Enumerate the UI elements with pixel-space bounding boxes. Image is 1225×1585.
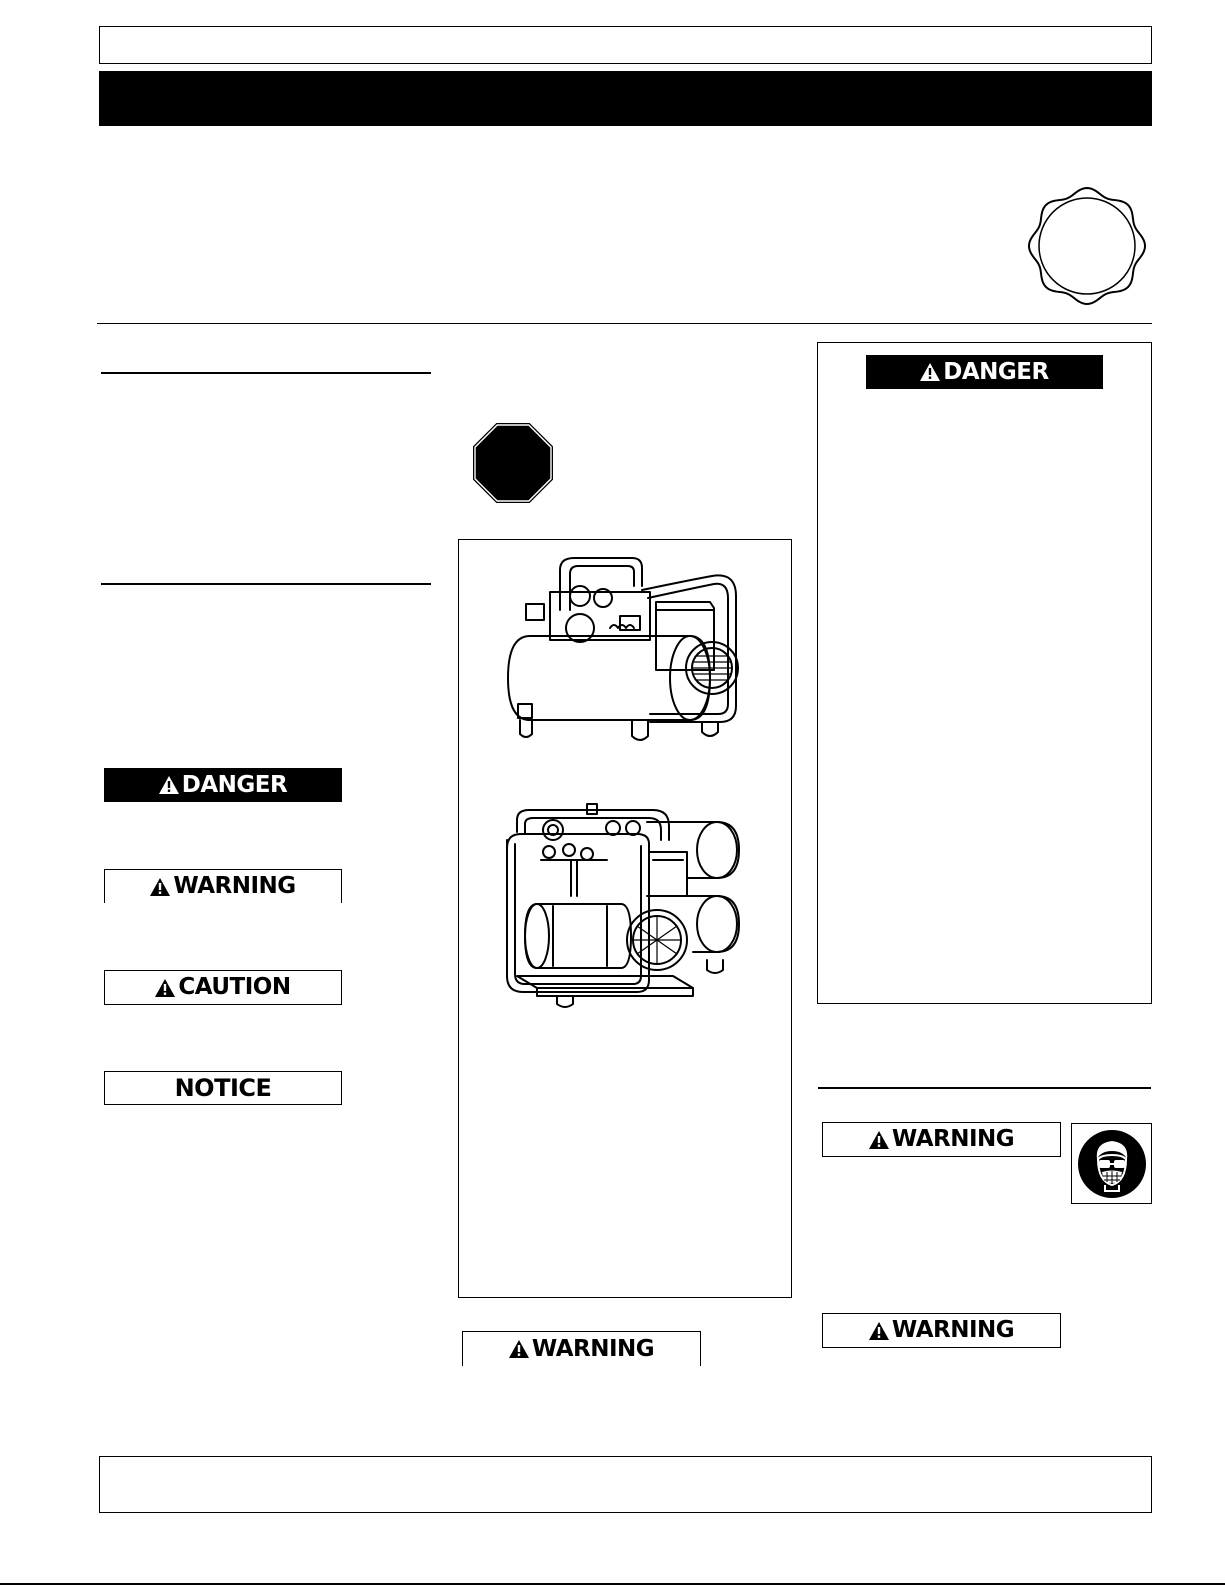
- stop-sign-icon: [473, 423, 553, 503]
- warning-label: [462, 1331, 701, 1366]
- caution-label-text: CAUTION: [178, 974, 291, 1000]
- warning-label: [822, 1122, 1061, 1157]
- warning-label-text: WARNING: [173, 873, 296, 899]
- alert-triangle-icon: [509, 1340, 529, 1358]
- respirator-mask-icon: [1077, 1129, 1147, 1199]
- alert-triangle-icon: [155, 979, 175, 997]
- alert-triangle-icon: [869, 1131, 889, 1149]
- notice-label-text: NOTICE: [174, 1074, 272, 1102]
- section-rule-right-1: [818, 1087, 1151, 1089]
- respirator-icon-box: [1071, 1123, 1152, 1204]
- section-rule-left-2: [101, 583, 431, 585]
- danger-panel: [817, 342, 1152, 1004]
- warning-label: [104, 869, 342, 903]
- danger-label: [866, 355, 1103, 389]
- danger-label-text: DANGER: [943, 358, 1049, 385]
- warning-label-text: WARNING: [531, 1335, 655, 1362]
- section-rule-left-1: [101, 372, 431, 374]
- header-rule: [97, 323, 1152, 324]
- warning-label-text: WARNING: [891, 1317, 1015, 1343]
- danger-label: [104, 768, 342, 802]
- title-bar: [99, 71, 1152, 126]
- alert-triangle-icon: [920, 363, 940, 381]
- notice-label: [104, 1071, 342, 1105]
- footer-box: [99, 1456, 1152, 1513]
- wavy-seal-icon: [1025, 184, 1149, 308]
- caution-label: [104, 970, 342, 1005]
- air-compressor-illustration: [500, 550, 756, 750]
- alert-triangle-icon: [150, 878, 170, 896]
- alert-triangle-icon: [159, 776, 179, 794]
- twin-tank-compressor-illustration: [497, 800, 754, 1010]
- top-header-box: [99, 26, 1152, 64]
- warning-label: [822, 1313, 1061, 1348]
- danger-label-text: DANGER: [181, 771, 288, 798]
- alert-triangle-icon: [869, 1322, 889, 1340]
- warning-label-text: WARNING: [891, 1126, 1015, 1152]
